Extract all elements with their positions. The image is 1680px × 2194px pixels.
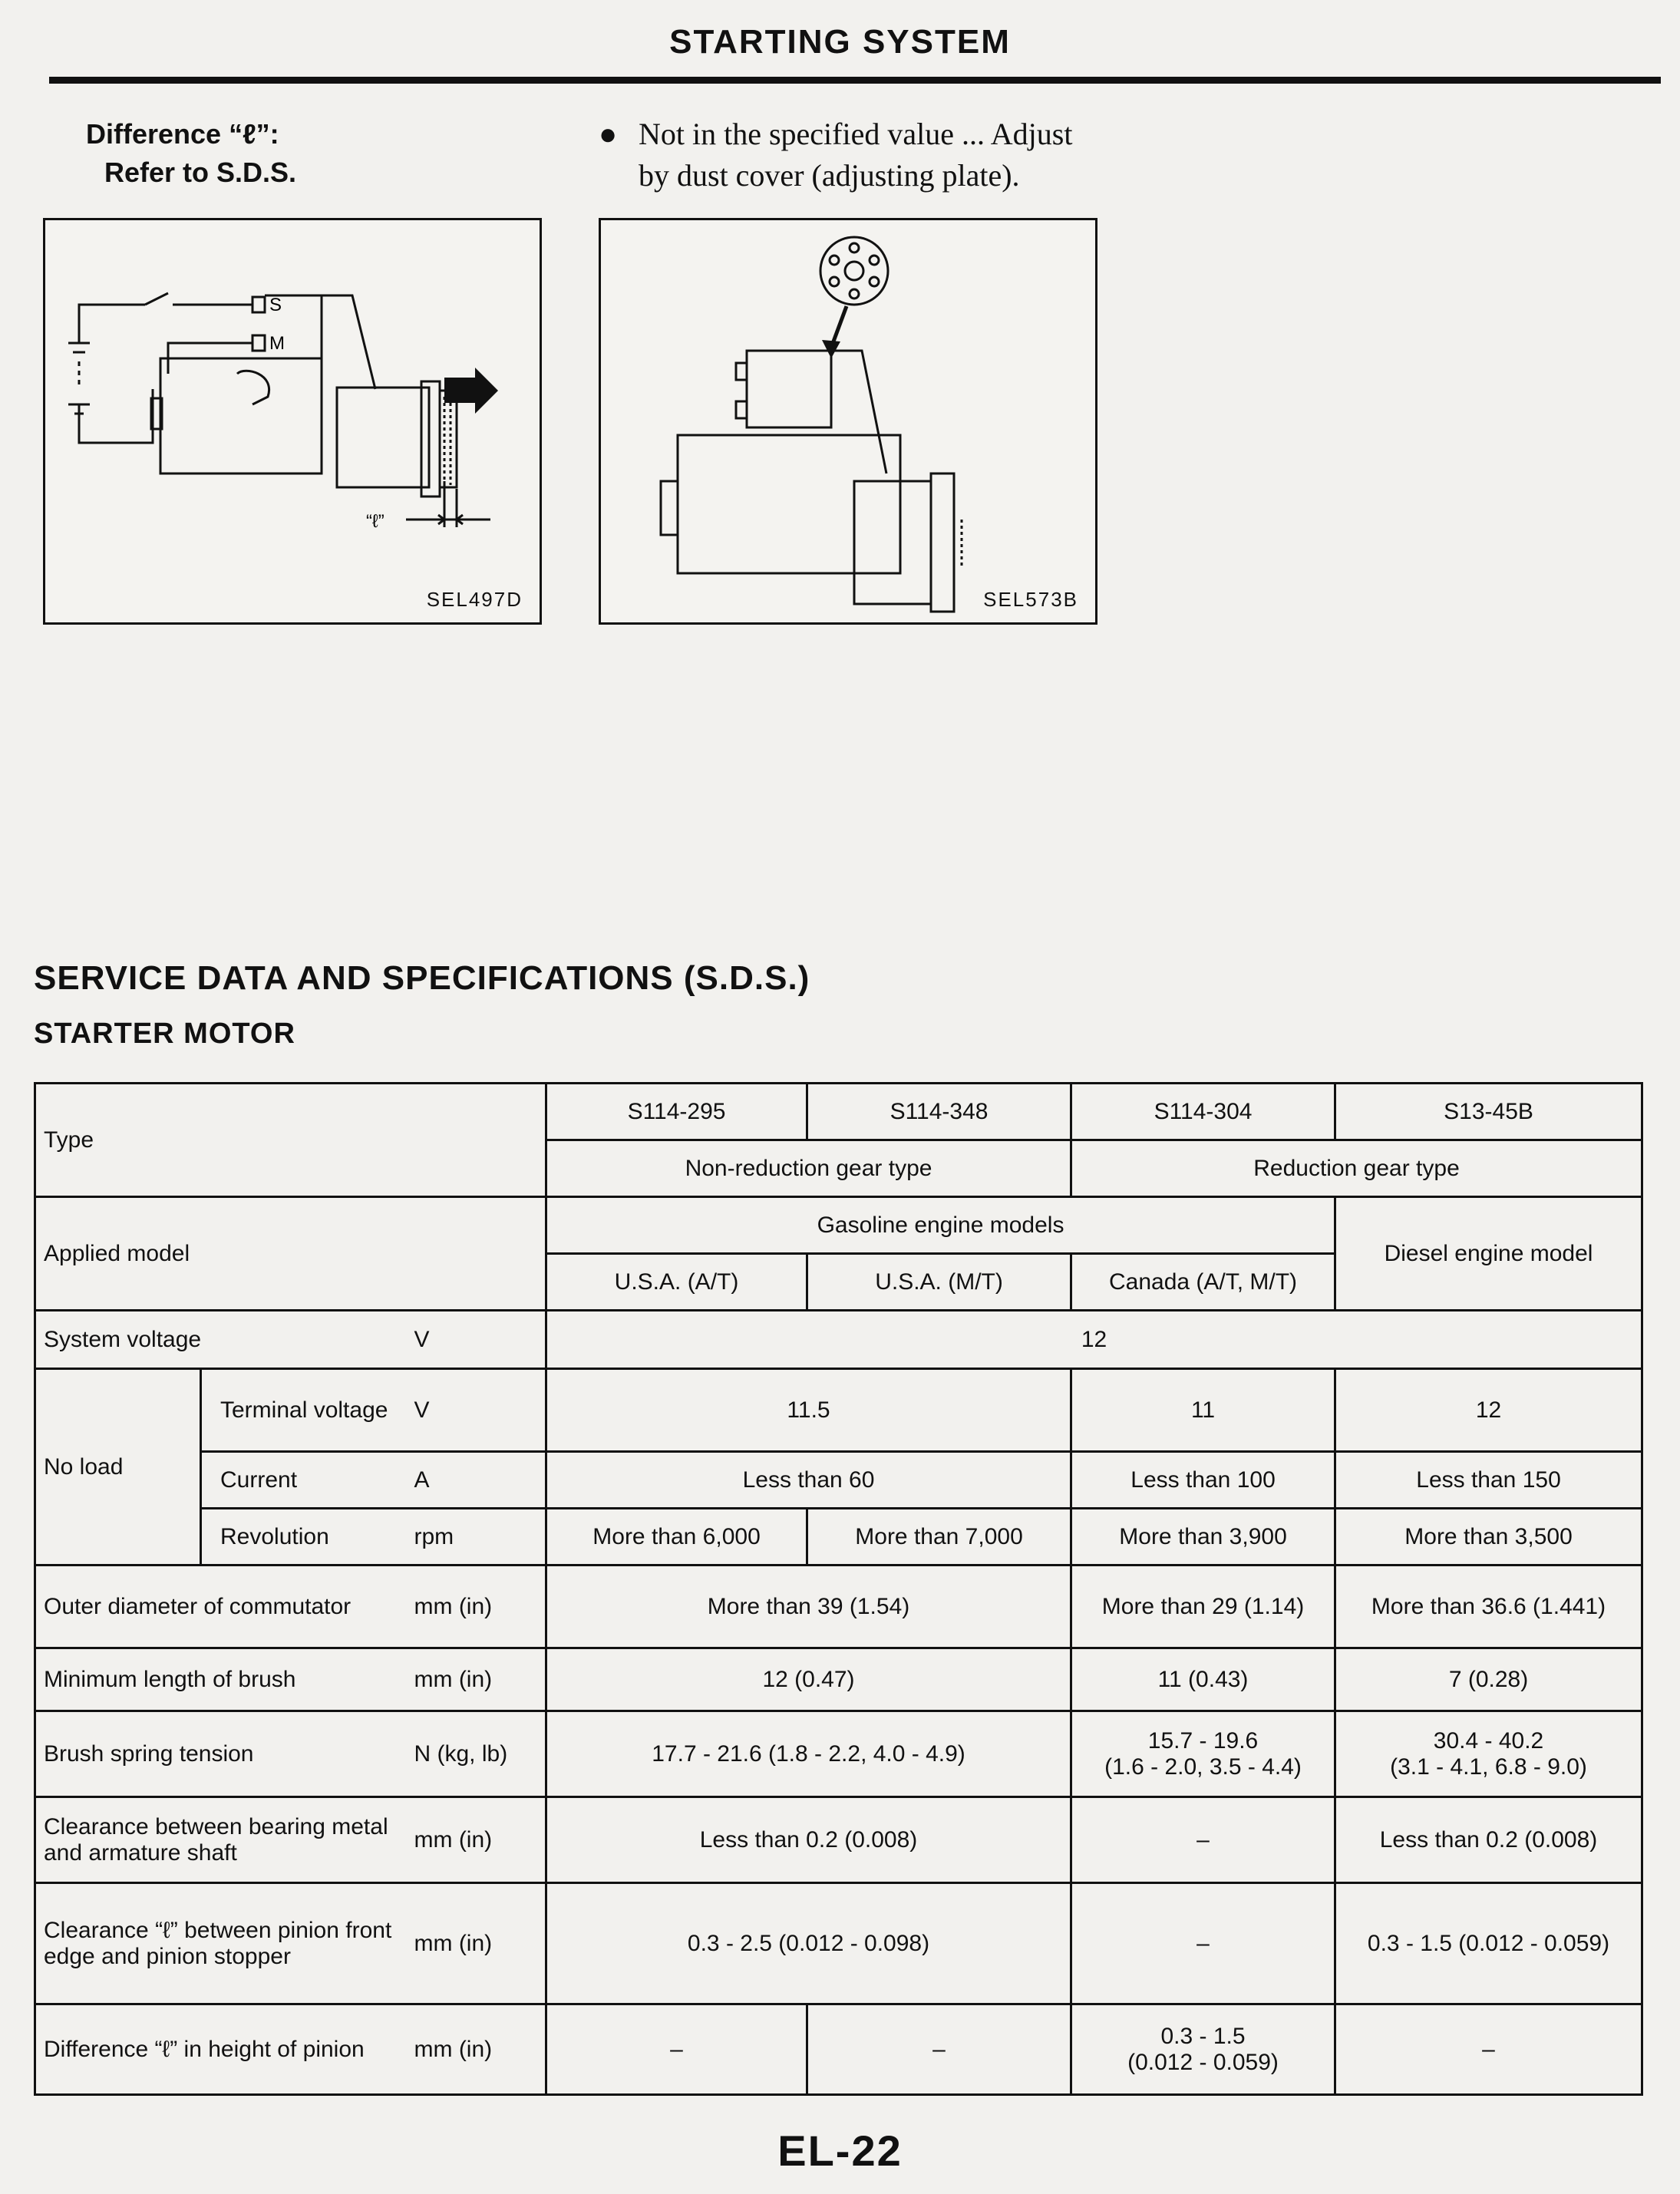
spring-tension-s13-45b	[1335, 1711, 1642, 1797]
note-difference	[86, 115, 296, 192]
row-label-pinion-clearance: Clearance “ℓ” between pinion front edge and pinion stopper	[35, 1883, 405, 2004]
terminal-voltage-s13-45b: 12	[1335, 1369, 1642, 1452]
row-label-brush-length: Minimum length of brush	[35, 1648, 405, 1711]
row-label-current: Current	[201, 1452, 405, 1509]
spring-tension-s13-45b-line2: (3.1 - 4.1, 6.8 - 9.0)	[1390, 1754, 1587, 1780]
table-row	[35, 1711, 1642, 1797]
current-nonreduction: Less than 60	[546, 1452, 1071, 1509]
figure-sel573b	[599, 218, 1097, 625]
bearing-clearance-nonreduction: Less than 0.2 (0.008)	[546, 1797, 1071, 1883]
row-label-applied-model: Applied model	[35, 1197, 546, 1311]
table-row	[35, 1648, 1642, 1711]
table-row	[35, 1509, 1642, 1565]
sds-subtitle: STARTER MOTOR	[34, 1018, 295, 1050]
table-row	[35, 1311, 1642, 1369]
pinion-clearance-s114-304: –	[1071, 1883, 1335, 2004]
starter-dust-cover-diagram-icon	[601, 220, 1095, 622]
row-label-pinion-height: Difference “ℓ” in height of pinion	[35, 2004, 405, 2095]
table-row	[35, 1197, 1642, 1254]
row-label-no-load: No load	[35, 1369, 201, 1565]
spring-tension-nonreduction: 17.7 - 21.6 (1.8 - 2.2, 4.0 - 4.9)	[546, 1711, 1071, 1797]
pinion-height-s13-45b: –	[1335, 2004, 1642, 2095]
page-header-title: STARTING SYSTEM	[669, 23, 1011, 61]
terminal-s-label: S	[269, 295, 282, 315]
bearing-clearance-s114-304: –	[1071, 1797, 1335, 1883]
spring-tension-s114-304-line2: (1.6 - 2.0, 3.5 - 4.4)	[1104, 1754, 1302, 1780]
pinion-clearance-s13-45b: 0.3 - 1.5 (0.012 - 0.059)	[1335, 1883, 1642, 2004]
non-reduction-gear-type: Non-reduction gear type	[546, 1140, 1071, 1197]
outer-diameter-s13-45b: More than 36.6 (1.441)	[1335, 1565, 1642, 1648]
model-s114-295: S114-295	[546, 1084, 807, 1140]
row-label-terminal-voltage: Terminal voltage	[201, 1369, 405, 1452]
pinion-height-s114-348: –	[807, 2004, 1071, 2095]
bullet-icon: ●	[599, 117, 618, 151]
model-s114-348: S114-348	[807, 1084, 1071, 1140]
terminal-voltage-s114-304: 11	[1071, 1369, 1335, 1452]
terminal-m-label: M	[269, 333, 285, 354]
system-voltage-value: 12	[546, 1311, 1642, 1369]
bearing-clearance-s13-45b: Less than 0.2 (0.008)	[1335, 1797, 1642, 1883]
applied-canada: Canada (A/T, M/T)	[1071, 1254, 1335, 1311]
note-refer-sds: Refer to S.D.S.	[104, 157, 297, 188]
spring-tension-s114-304	[1071, 1711, 1335, 1797]
spring-tension-s114-304-line1: 15.7 - 19.6	[1147, 1727, 1259, 1754]
unit-a: A	[405, 1452, 546, 1509]
reduction-gear-type: Reduction gear type	[1071, 1140, 1642, 1197]
terminal-voltage-nonreduction: 11.5	[546, 1369, 1071, 1452]
row-label-revolution: Revolution	[201, 1509, 405, 1565]
unit-mm: mm (in)	[405, 1648, 546, 1711]
pinion-height-s114-295: –	[546, 2004, 807, 2095]
applied-usa-at: U.S.A. (A/T)	[546, 1254, 807, 1311]
current-s114-304: Less than 100	[1071, 1452, 1335, 1509]
unit-n: N (kg, lb)	[405, 1711, 546, 1797]
table-row	[35, 1084, 1642, 1140]
sds-title: SERVICE DATA AND SPECIFICATIONS (S.D.S.)	[34, 959, 810, 997]
outer-diameter-s114-304: More than 29 (1.14)	[1071, 1565, 1335, 1648]
table-row	[35, 2004, 1642, 2095]
gasoline-engine-models: Gasoline engine models	[546, 1197, 1335, 1254]
pinion-height-s114-304	[1071, 2004, 1335, 2095]
unit-mm: mm (in)	[405, 1565, 546, 1648]
revolution-s114-348: More than 7,000	[807, 1509, 1071, 1565]
pinion-height-s114-304-line1: 0.3 - 1.5	[1160, 2023, 1246, 2049]
row-label-brush-spring: Brush spring tension	[35, 1711, 405, 1797]
outer-diameter-nonreduction: More than 39 (1.54)	[546, 1565, 1071, 1648]
unit-rpm: rpm	[405, 1509, 546, 1565]
figure-sel497d	[43, 218, 542, 625]
model-s114-304: S114-304	[1071, 1084, 1335, 1140]
table-row	[35, 1452, 1642, 1509]
current-s13-45b: Less than 150	[1335, 1452, 1642, 1509]
header-rule	[49, 77, 1661, 84]
note-adjust-line2: by dust cover (adjusting plate).	[639, 158, 1020, 193]
revolution-s114-304: More than 3,900	[1071, 1509, 1335, 1565]
applied-usa-mt: U.S.A. (M/T)	[807, 1254, 1071, 1311]
spring-tension-s13-45b-line1: 30.4 - 40.2	[1433, 1727, 1544, 1754]
starter-motor-spec-table	[34, 1082, 1643, 2096]
table-row	[35, 1369, 1642, 1452]
starter-wiring-diagram-icon	[45, 220, 540, 622]
revolution-s13-45b: More than 3,500	[1335, 1509, 1642, 1565]
brush-length-nonreduction: 12 (0.47)	[546, 1648, 1071, 1711]
figure-label: SEL497D	[426, 588, 523, 611]
page-number: EL-22	[777, 2126, 903, 2175]
brush-length-s13-45b: 7 (0.28)	[1335, 1648, 1642, 1711]
pinion-clearance-nonreduction: 0.3 - 2.5 (0.012 - 0.098)	[546, 1883, 1071, 2004]
figure-label: SEL573B	[983, 588, 1078, 611]
revolution-s114-295: More than 6,000	[546, 1509, 807, 1565]
unit-v: V	[405, 1311, 546, 1369]
unit-mm: mm (in)	[405, 2004, 546, 2095]
pinion-height-s114-304-line2: (0.012 - 0.059)	[1127, 2049, 1279, 2075]
diesel-engine-model: Diesel engine model	[1335, 1197, 1642, 1311]
unit-mm: mm (in)	[405, 1797, 546, 1883]
unit-mm: mm (in)	[405, 1883, 546, 2004]
unit-v: V	[405, 1369, 546, 1452]
row-label-type: Type	[35, 1084, 546, 1197]
model-s13-45b: S13-45B	[1335, 1084, 1642, 1140]
row-label-bearing-clearance: Clearance between bearing metal and armature shaft	[35, 1797, 405, 1883]
table-row	[35, 1565, 1642, 1648]
note-difference-label: Difference “ℓ”:	[86, 118, 279, 150]
ell-label: “ℓ”	[366, 511, 385, 532]
note-adjust	[599, 114, 1072, 196]
table-row	[35, 1883, 1642, 2004]
note-adjust-line1: Not in the specified value ... Adjust	[639, 117, 1073, 151]
table-row	[35, 1797, 1642, 1883]
brush-length-s114-304: 11 (0.43)	[1071, 1648, 1335, 1711]
row-label-system-voltage: System voltage	[35, 1311, 405, 1369]
row-label-outer-diameter: Outer diameter of commutator	[35, 1565, 405, 1648]
